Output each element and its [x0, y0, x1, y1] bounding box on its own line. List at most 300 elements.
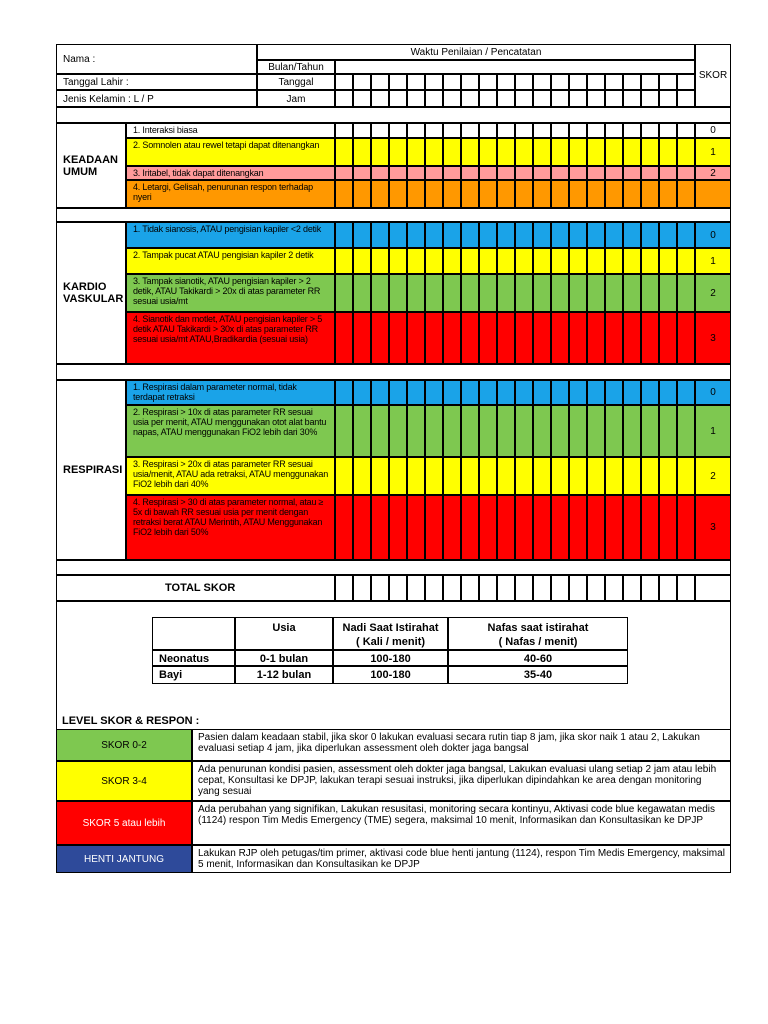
score-entry-cell[interactable] — [407, 495, 425, 560]
score-entry-cell[interactable] — [641, 457, 659, 495]
score-entry-cell[interactable] — [353, 166, 371, 180]
score-entry-cell[interactable] — [605, 457, 623, 495]
score-entry-cell[interactable] — [569, 380, 587, 405]
score-entry-cell[interactable] — [407, 138, 425, 166]
score-entry-cell[interactable] — [371, 166, 389, 180]
score-entry-cell[interactable] — [677, 457, 695, 495]
score-entry-cell[interactable] — [641, 180, 659, 208]
score-entry-cell[interactable] — [497, 405, 515, 457]
score-entry-cell[interactable] — [605, 180, 623, 208]
score-entry-cell[interactable] — [659, 405, 677, 457]
score-entry-cell[interactable] — [497, 312, 515, 364]
score-entry-cell[interactable] — [497, 495, 515, 560]
score-entry-cell[interactable] — [659, 274, 677, 312]
total-skor-value[interactable] — [695, 575, 731, 601]
score-entry-cell[interactable] — [407, 248, 425, 274]
score-entry-cell[interactable] — [479, 405, 497, 457]
score-entry-cell[interactable] — [533, 312, 551, 364]
score-entry-cell[interactable] — [623, 457, 641, 495]
score-entry-cell[interactable] — [425, 123, 443, 138]
birth-date-field[interactable]: Tanggal Lahir : — [56, 74, 257, 90]
score-entry-cell[interactable] — [389, 138, 407, 166]
score-entry-cell[interactable] — [533, 74, 551, 90]
score-entry-cell[interactable] — [353, 405, 371, 457]
score-entry-cell[interactable] — [623, 575, 641, 601]
score-entry-cell[interactable] — [551, 575, 569, 601]
score-entry-cell[interactable] — [677, 495, 695, 560]
score-entry-cell[interactable] — [407, 222, 425, 248]
score-entry-cell[interactable] — [371, 380, 389, 405]
score-entry-cell[interactable] — [461, 138, 479, 166]
score-entry-cell[interactable] — [659, 312, 677, 364]
score-entry-cell[interactable] — [335, 74, 353, 90]
score-entry-cell[interactable] — [335, 405, 353, 457]
score-entry-cell[interactable] — [551, 138, 569, 166]
score-entry-cell[interactable] — [425, 248, 443, 274]
score-entry-cell[interactable] — [641, 90, 659, 107]
score-entry-cell[interactable] — [569, 90, 587, 107]
score-entry-cell[interactable] — [515, 138, 533, 166]
score-entry-cell[interactable] — [515, 90, 533, 107]
score-entry-cell[interactable] — [461, 166, 479, 180]
score-entry-cell[interactable] — [461, 74, 479, 90]
score-entry-cell[interactable] — [641, 166, 659, 180]
score-entry-cell[interactable] — [389, 274, 407, 312]
score-entry-cell[interactable] — [569, 312, 587, 364]
score-entry-cell[interactable] — [353, 74, 371, 90]
score-entry-cell[interactable] — [371, 222, 389, 248]
score-entry-cell[interactable] — [443, 380, 461, 405]
score-entry-cell[interactable] — [461, 575, 479, 601]
score-entry-cell[interactable] — [605, 274, 623, 312]
score-entry-cell[interactable] — [605, 495, 623, 560]
score-entry-cell[interactable] — [569, 248, 587, 274]
score-entry-cell[interactable] — [533, 166, 551, 180]
score-entry-cell[interactable] — [335, 575, 353, 601]
score-entry-cell[interactable] — [623, 180, 641, 208]
score-entry-cell[interactable] — [443, 123, 461, 138]
score-entry-cell[interactable] — [587, 138, 605, 166]
score-entry-cell[interactable] — [479, 248, 497, 274]
score-entry-cell[interactable] — [479, 495, 497, 560]
score-entry-cell[interactable] — [443, 248, 461, 274]
score-entry-cell[interactable] — [461, 405, 479, 457]
score-entry-cell[interactable] — [479, 166, 497, 180]
score-entry-cell[interactable] — [533, 180, 551, 208]
score-entry-cell[interactable] — [479, 312, 497, 364]
score-entry-cell[interactable] — [389, 312, 407, 364]
score-entry-cell[interactable] — [515, 274, 533, 312]
score-entry-cell[interactable] — [677, 222, 695, 248]
score-entry-cell[interactable] — [641, 248, 659, 274]
score-entry-cell[interactable] — [443, 312, 461, 364]
score-entry-cell[interactable] — [533, 123, 551, 138]
score-entry-cell[interactable] — [497, 274, 515, 312]
score-entry-cell[interactable] — [389, 380, 407, 405]
score-entry-cell[interactable] — [407, 166, 425, 180]
score-entry-cell[interactable] — [425, 457, 443, 495]
score-entry-cell[interactable] — [587, 274, 605, 312]
score-entry-cell[interactable] — [551, 495, 569, 560]
score-entry-cell[interactable] — [605, 90, 623, 107]
score-entry-cell[interactable] — [371, 74, 389, 90]
score-entry-cell[interactable] — [497, 166, 515, 180]
score-entry-cell[interactable] — [353, 457, 371, 495]
score-entry-cell[interactable] — [353, 90, 371, 107]
score-entry-cell[interactable] — [335, 274, 353, 312]
score-entry-cell[interactable] — [533, 222, 551, 248]
score-entry-cell[interactable] — [425, 495, 443, 560]
score-entry-cell[interactable] — [371, 575, 389, 601]
score-entry-cell[interactable] — [515, 575, 533, 601]
score-entry-cell[interactable] — [335, 123, 353, 138]
score-entry-cell[interactable] — [479, 274, 497, 312]
score-entry-cell[interactable] — [353, 222, 371, 248]
score-entry-cell[interactable] — [659, 166, 677, 180]
score-entry-cell[interactable] — [587, 495, 605, 560]
score-entry-cell[interactable] — [335, 222, 353, 248]
score-entry-cell[interactable] — [461, 248, 479, 274]
score-entry-cell[interactable] — [389, 74, 407, 90]
score-entry-cell[interactable] — [641, 380, 659, 405]
score-entry-cell[interactable] — [569, 274, 587, 312]
score-entry-cell[interactable] — [677, 248, 695, 274]
score-entry-cell[interactable] — [425, 222, 443, 248]
score-entry-cell[interactable] — [389, 123, 407, 138]
score-entry-cell[interactable] — [425, 90, 443, 107]
score-entry-cell[interactable] — [353, 495, 371, 560]
score-entry-cell[interactable] — [605, 380, 623, 405]
score-entry-cell[interactable] — [533, 90, 551, 107]
score-entry-cell[interactable] — [443, 74, 461, 90]
score-entry-cell[interactable] — [533, 138, 551, 166]
score-entry-cell[interactable] — [659, 90, 677, 107]
score-entry-cell[interactable] — [461, 90, 479, 107]
score-entry-cell[interactable] — [551, 222, 569, 248]
score-entry-cell[interactable] — [371, 274, 389, 312]
score-entry-cell[interactable] — [497, 380, 515, 405]
score-entry-cell[interactable] — [605, 248, 623, 274]
score-entry-cell[interactable] — [515, 248, 533, 274]
score-entry-cell[interactable] — [551, 457, 569, 495]
score-entry-cell[interactable] — [443, 90, 461, 107]
score-entry-cell[interactable] — [479, 380, 497, 405]
score-entry-cell[interactable] — [641, 74, 659, 90]
score-entry-cell[interactable] — [389, 575, 407, 601]
score-entry-cell[interactable] — [353, 180, 371, 208]
score-entry-cell[interactable] — [407, 575, 425, 601]
score-entry-cell[interactable] — [659, 457, 677, 495]
score-entry-cell[interactable] — [641, 312, 659, 364]
score-entry-cell[interactable] — [443, 166, 461, 180]
score-entry-cell[interactable] — [371, 90, 389, 107]
score-entry-cell[interactable] — [587, 248, 605, 274]
score-entry-cell[interactable] — [371, 138, 389, 166]
score-entry-cell[interactable] — [407, 405, 425, 457]
score-entry-cell[interactable] — [659, 74, 677, 90]
score-entry-cell[interactable] — [641, 274, 659, 312]
score-entry-cell[interactable] — [407, 457, 425, 495]
score-entry-cell[interactable] — [605, 138, 623, 166]
score-entry-cell[interactable] — [533, 274, 551, 312]
score-entry-cell[interactable] — [605, 74, 623, 90]
score-entry-cell[interactable] — [623, 312, 641, 364]
score-entry-cell[interactable] — [335, 166, 353, 180]
score-entry-cell[interactable] — [533, 495, 551, 560]
score-entry-cell[interactable] — [497, 575, 515, 601]
score-entry-cell[interactable] — [605, 123, 623, 138]
score-entry-cell[interactable] — [515, 457, 533, 495]
score-entry-cell[interactable] — [551, 74, 569, 90]
score-entry-cell[interactable] — [551, 380, 569, 405]
score-entry-cell[interactable] — [533, 248, 551, 274]
score-entry-cell[interactable] — [353, 312, 371, 364]
score-entry-cell[interactable] — [533, 405, 551, 457]
score-entry-cell[interactable] — [443, 405, 461, 457]
score-entry-cell[interactable] — [533, 575, 551, 601]
score-entry-cell[interactable] — [389, 90, 407, 107]
score-entry-cell[interactable] — [677, 166, 695, 180]
score-entry-cell[interactable] — [623, 495, 641, 560]
score-entry-cell[interactable] — [353, 123, 371, 138]
score-entry-cell[interactable] — [569, 166, 587, 180]
score-entry-cell[interactable] — [335, 457, 353, 495]
score-entry-cell[interactable] — [389, 180, 407, 208]
score-entry-cell[interactable] — [479, 138, 497, 166]
score-entry-cell[interactable] — [425, 274, 443, 312]
score-entry-cell[interactable] — [353, 380, 371, 405]
score-entry-cell[interactable] — [587, 457, 605, 495]
score-entry-cell[interactable] — [551, 123, 569, 138]
score-entry-cell[interactable] — [623, 405, 641, 457]
score-entry-cell[interactable] — [461, 180, 479, 208]
score-entry-cell[interactable] — [497, 74, 515, 90]
score-entry-cell[interactable] — [677, 405, 695, 457]
score-entry-cell[interactable] — [605, 222, 623, 248]
score-entry-cell[interactable] — [587, 74, 605, 90]
score-entry-cell[interactable] — [587, 405, 605, 457]
score-entry-cell[interactable] — [389, 405, 407, 457]
score-entry-cell[interactable] — [479, 123, 497, 138]
score-entry-cell[interactable] — [389, 495, 407, 560]
score-entry-cell[interactable] — [353, 248, 371, 274]
score-entry-cell[interactable] — [515, 166, 533, 180]
score-entry-cell[interactable] — [335, 90, 353, 107]
score-entry-cell[interactable] — [371, 248, 389, 274]
score-entry-cell[interactable] — [497, 457, 515, 495]
score-entry-cell[interactable] — [371, 457, 389, 495]
score-entry-cell[interactable] — [551, 166, 569, 180]
score-entry-cell[interactable] — [623, 90, 641, 107]
score-entry-cell[interactable] — [551, 248, 569, 274]
score-entry-cell[interactable] — [587, 380, 605, 405]
score-entry-cell[interactable] — [677, 312, 695, 364]
score-entry-cell[interactable] — [551, 312, 569, 364]
score-entry-cell[interactable] — [515, 180, 533, 208]
score-entry-cell[interactable] — [677, 138, 695, 166]
score-entry-cell[interactable] — [551, 274, 569, 312]
score-entry-cell[interactable] — [353, 575, 371, 601]
score-entry-cell[interactable] — [389, 248, 407, 274]
score-entry-cell[interactable] — [515, 495, 533, 560]
score-entry-cell[interactable] — [353, 138, 371, 166]
score-entry-cell[interactable] — [569, 575, 587, 601]
score-entry-cell[interactable] — [623, 166, 641, 180]
score-entry-cell[interactable] — [659, 495, 677, 560]
score-entry-cell[interactable] — [569, 222, 587, 248]
score-entry-cell[interactable] — [623, 138, 641, 166]
month-year-input[interactable] — [335, 60, 695, 74]
score-entry-cell[interactable] — [425, 380, 443, 405]
score-entry-cell[interactable] — [569, 405, 587, 457]
score-entry-cell[interactable] — [641, 123, 659, 138]
score-entry-cell[interactable] — [407, 74, 425, 90]
score-entry-cell[interactable] — [587, 312, 605, 364]
score-entry-cell[interactable] — [515, 74, 533, 90]
score-entry-cell[interactable] — [407, 274, 425, 312]
score-entry-cell[interactable] — [371, 123, 389, 138]
score-entry-cell[interactable] — [443, 575, 461, 601]
score-entry-cell[interactable] — [677, 74, 695, 90]
score-entry-cell[interactable] — [497, 248, 515, 274]
score-entry-cell[interactable] — [371, 405, 389, 457]
score-entry-cell[interactable] — [461, 222, 479, 248]
score-entry-cell[interactable] — [569, 74, 587, 90]
score-entry-cell[interactable] — [443, 138, 461, 166]
score-entry-cell[interactable] — [641, 138, 659, 166]
score-entry-cell[interactable] — [623, 74, 641, 90]
score-entry-cell[interactable] — [677, 274, 695, 312]
score-entry-cell[interactable] — [569, 123, 587, 138]
score-entry-cell[interactable] — [407, 123, 425, 138]
score-entry-cell[interactable] — [641, 405, 659, 457]
score-entry-cell[interactable] — [605, 405, 623, 457]
score-entry-cell[interactable] — [515, 380, 533, 405]
score-entry-cell[interactable] — [479, 74, 497, 90]
score-entry-cell[interactable] — [407, 180, 425, 208]
score-entry-cell[interactable] — [569, 495, 587, 560]
score-entry-cell[interactable] — [461, 274, 479, 312]
score-entry-cell[interactable] — [587, 222, 605, 248]
score-entry-cell[interactable] — [443, 274, 461, 312]
score-entry-cell[interactable] — [677, 123, 695, 138]
score-entry-cell[interactable] — [461, 380, 479, 405]
score-entry-cell[interactable] — [335, 180, 353, 208]
score-entry-cell[interactable] — [515, 312, 533, 364]
score-entry-cell[interactable] — [371, 180, 389, 208]
score-entry-cell[interactable] — [335, 138, 353, 166]
score-entry-cell[interactable] — [425, 312, 443, 364]
score-entry-cell[interactable] — [659, 138, 677, 166]
name-field[interactable]: Nama : — [56, 44, 257, 74]
score-entry-cell[interactable] — [677, 90, 695, 107]
score-entry-cell[interactable] — [407, 380, 425, 405]
score-entry-cell[interactable] — [497, 138, 515, 166]
score-entry-cell[interactable] — [551, 180, 569, 208]
score-entry-cell[interactable] — [371, 312, 389, 364]
score-entry-cell[interactable] — [551, 90, 569, 107]
score-entry-cell[interactable] — [515, 123, 533, 138]
score-entry-cell[interactable] — [659, 123, 677, 138]
score-entry-cell[interactable] — [425, 575, 443, 601]
score-entry-cell[interactable] — [497, 180, 515, 208]
score-entry-cell[interactable] — [641, 575, 659, 601]
score-entry-cell[interactable] — [569, 180, 587, 208]
gender-field[interactable]: Jenis Kelamin : L / P — [56, 90, 257, 107]
score-entry-cell[interactable] — [353, 274, 371, 312]
score-entry-cell[interactable] — [623, 248, 641, 274]
score-entry-cell[interactable] — [623, 380, 641, 405]
score-entry-cell[interactable] — [389, 457, 407, 495]
score-entry-cell[interactable] — [623, 123, 641, 138]
score-entry-cell[interactable] — [533, 457, 551, 495]
score-entry-cell[interactable] — [605, 166, 623, 180]
score-entry-cell[interactable] — [587, 575, 605, 601]
score-entry-cell[interactable] — [623, 274, 641, 312]
score-entry-cell[interactable] — [443, 180, 461, 208]
score-entry-cell[interactable] — [569, 457, 587, 495]
score-entry-cell[interactable] — [335, 380, 353, 405]
score-entry-cell[interactable] — [533, 380, 551, 405]
score-entry-cell[interactable] — [497, 222, 515, 248]
score-entry-cell[interactable] — [677, 180, 695, 208]
score-entry-cell[interactable] — [515, 405, 533, 457]
score-entry-cell[interactable] — [659, 575, 677, 601]
score-entry-cell[interactable] — [515, 222, 533, 248]
score-entry-cell[interactable] — [425, 180, 443, 208]
score-entry-cell[interactable] — [335, 248, 353, 274]
score-entry-cell[interactable] — [605, 575, 623, 601]
score-entry-cell[interactable] — [587, 166, 605, 180]
score-entry-cell[interactable] — [371, 495, 389, 560]
score-entry-cell[interactable] — [587, 123, 605, 138]
score-entry-cell[interactable] — [479, 575, 497, 601]
score-entry-cell[interactable] — [551, 405, 569, 457]
score-entry-cell[interactable] — [389, 222, 407, 248]
score-entry-cell[interactable] — [569, 138, 587, 166]
score-entry-cell[interactable] — [479, 222, 497, 248]
score-entry-cell[interactable] — [425, 166, 443, 180]
score-entry-cell[interactable] — [641, 222, 659, 248]
score-entry-cell[interactable] — [443, 495, 461, 560]
score-entry-cell[interactable] — [335, 312, 353, 364]
score-entry-cell[interactable] — [677, 380, 695, 405]
score-entry-cell[interactable] — [425, 138, 443, 166]
score-entry-cell[interactable] — [407, 312, 425, 364]
score-entry-cell[interactable] — [461, 312, 479, 364]
score-entry-cell[interactable] — [479, 180, 497, 208]
score-entry-cell[interactable] — [623, 222, 641, 248]
score-entry-cell[interactable] — [641, 495, 659, 560]
score-entry-cell[interactable] — [425, 74, 443, 90]
score-entry-cell[interactable] — [497, 90, 515, 107]
score-entry-cell[interactable] — [659, 222, 677, 248]
score-entry-cell[interactable] — [479, 90, 497, 107]
score-entry-cell[interactable] — [659, 180, 677, 208]
score-entry-cell[interactable] — [497, 123, 515, 138]
score-entry-cell[interactable] — [587, 90, 605, 107]
score-entry-cell[interactable] — [479, 457, 497, 495]
score-entry-cell[interactable] — [461, 457, 479, 495]
score-entry-cell[interactable] — [677, 575, 695, 601]
score-entry-cell[interactable] — [443, 457, 461, 495]
score-entry-cell[interactable] — [335, 495, 353, 560]
score-entry-cell[interactable] — [605, 312, 623, 364]
score-entry-cell[interactable] — [389, 166, 407, 180]
score-entry-cell[interactable] — [443, 222, 461, 248]
score-entry-cell[interactable] — [659, 380, 677, 405]
score-entry-cell[interactable] — [587, 180, 605, 208]
